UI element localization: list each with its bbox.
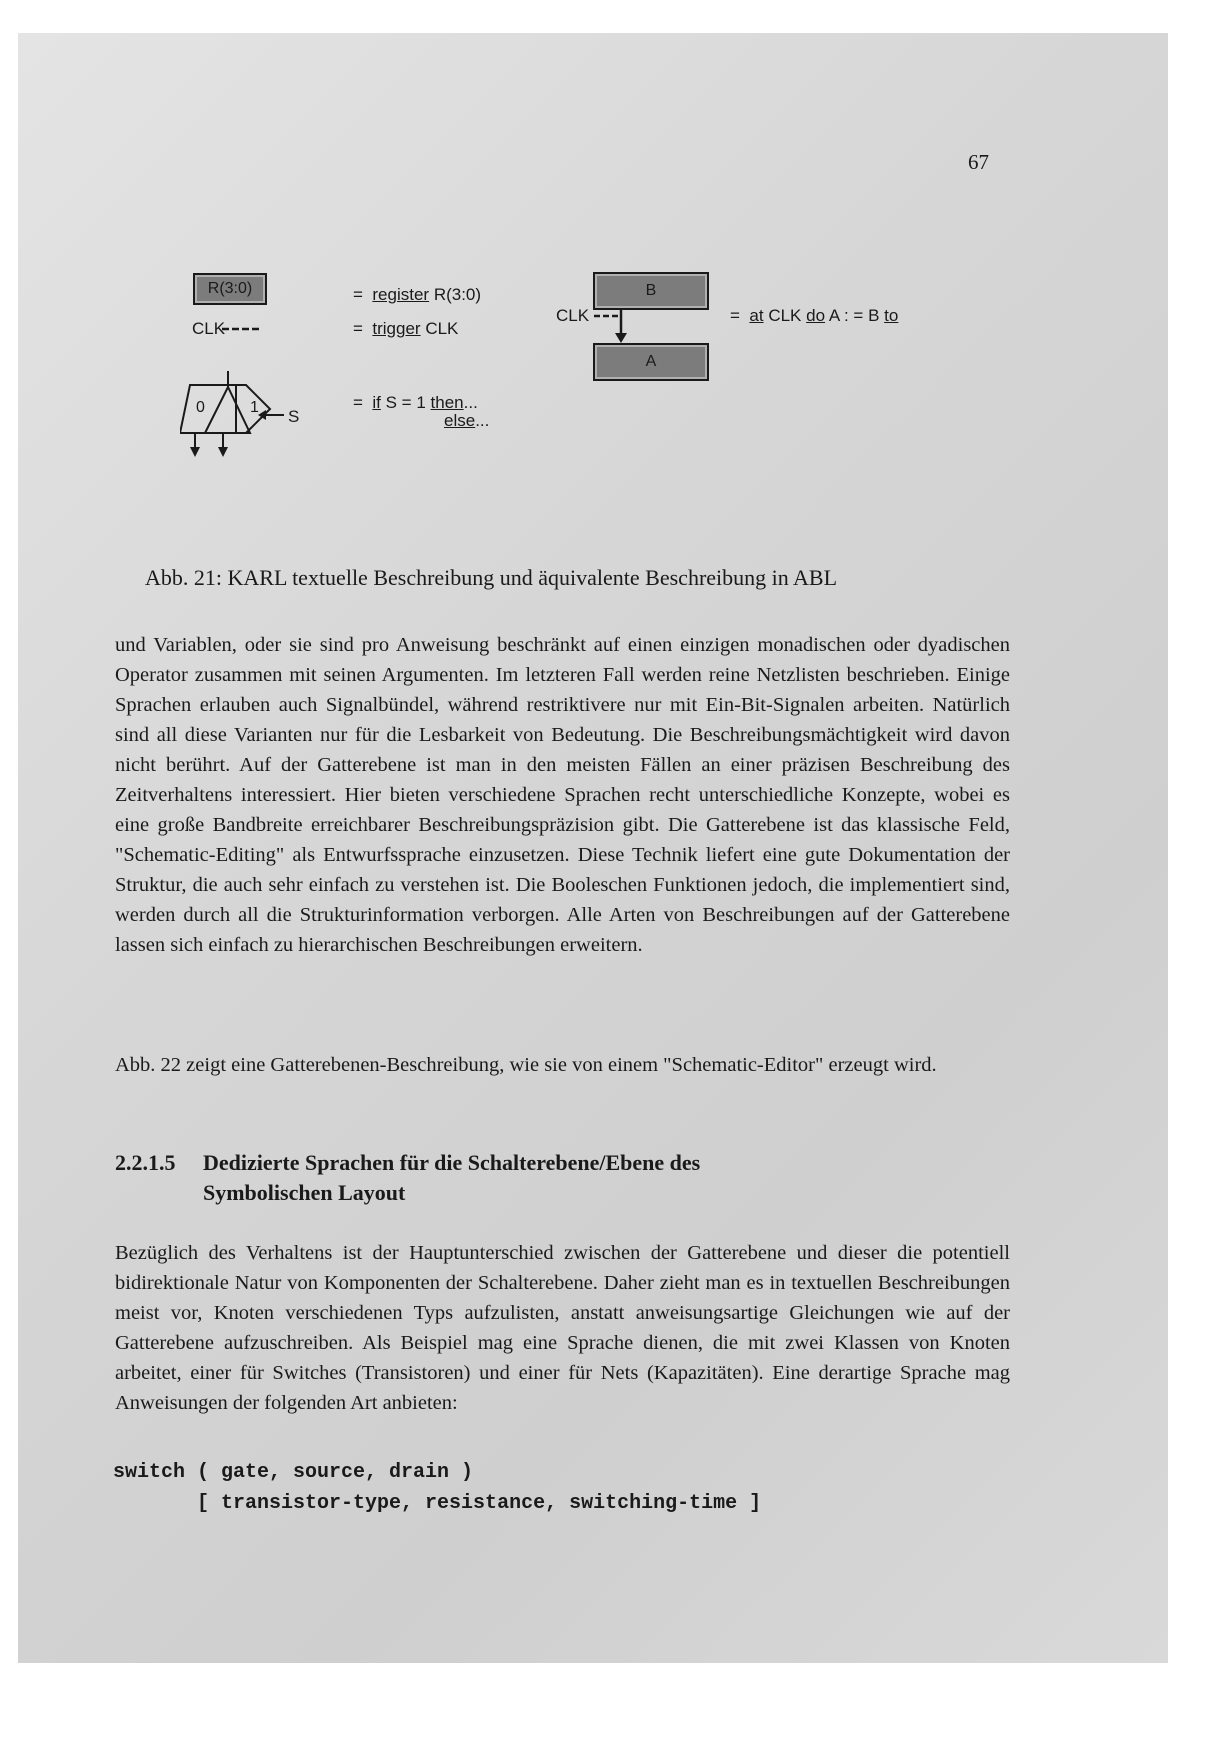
- mux-select-label: S: [288, 407, 300, 426]
- page-number: 67: [968, 150, 989, 174]
- then-rest: ...: [463, 393, 478, 412]
- section-number: 2.2.1.5: [115, 1150, 176, 1175]
- box-b-label: B: [645, 282, 657, 299]
- box-a-label: A: [645, 353, 657, 370]
- mux-input-0: 0: [196, 399, 205, 416]
- at-clk: CLK: [768, 306, 802, 325]
- mux-input-1: 1: [250, 399, 259, 416]
- mux-triangle: [205, 387, 250, 433]
- section-title-line1: Dedizierte Sprachen für die Schalterebene/Ebene des: [203, 1150, 701, 1175]
- at-keyword: at: [749, 306, 764, 325]
- box-b: [593, 272, 709, 310]
- do-keyword: do: [806, 306, 826, 325]
- figure-karl-abl: [180, 275, 980, 525]
- register-keyword: register: [372, 285, 430, 304]
- if-keyword: if: [372, 393, 381, 412]
- assign-text: A : = B: [828, 306, 880, 325]
- to-keyword: to: [884, 306, 899, 325]
- box-a: [593, 343, 709, 381]
- if-eq: = if S = 1 then...: [353, 393, 478, 412]
- paragraph-1: und Variablen, oder sie sind pro Anweisung beschränkt auf einen einzigen monadischen oder dyadischen Operator zusammen mit seinen Argumenten. Im letzteren Fall werden reine Netzlisten beschrieben. Einige Sprachen erlauben auch Signalbündel, während restriktivere nur mit Ein-Bit-Signalen arbeiten. Natürlich sind all diese Varianten nur für die Lesbarkeit von Bedeutung. Die Beschreibungsmächtigkeit wird davon nicht berührt. Auf der Gatterebene ist man in den meisten Fällen an einer präzisen Beschreibung des Zeitverhaltens interessiert. Hier bieten verschiedene Sprachen recht unterschiedliche Konzepte, wobei es eine große Bandbreite erreichbarer Beschreibungspräzision gibt. Die Gatterebene ist das klassische Feld, "Schematic-Editing" als Entwurfssprache einzusetzen. Diese Technik liefert eine gute Dokumentation der Struktur, die auch sehr einfach zu verstehen ist. Die Booleschen Funktionen jedoch, die implementiert sind, werden durch all die Strukturinformation verborgen. Alle Arten von Beschreibungen auf der Gatterebene lassen sich einfach zu hierarchischen Beschreibungen erweitern.: [115, 634, 1010, 956]
- clk-label-right: CLK: [556, 306, 590, 325]
- code-line-1: switch ( gate, source, drain ): [113, 1461, 474, 1484]
- if-condition: S = 1: [385, 393, 426, 412]
- then-keyword: then: [430, 393, 464, 412]
- code-block: [113, 1457, 761, 1519]
- paragraph-3: Bezüglich des Verhaltens ist der Hauptunterschied zwischen der Gatterebene und dieser die potentiell bidirektionale Natur von Komponenten der Schalterebene. Daher zieht man es in textuellen Beschreibungen meist vor, Knoten verschiedenen Typs aufzulisten, anstatt anweisungsartige Gleichungen wie auf der Gatterebene aufzuschreiben. Als Beispiel mag eine Sprache dienen, die mit zwei Klassen von Knoten arbeitet, einer für Switches (Transistoren) und einer für Nets (Kapazitäten). Eine derartige Sprache mag Anweisungen der folgenden Art anbieten:: [115, 1242, 1010, 1414]
- else-line: [444, 411, 489, 431]
- code-line-2: [ transistor-type, resistance, switching-time ]: [113, 1492, 762, 1515]
- section-title-line2: Symbolischen Layout: [203, 1180, 406, 1205]
- register-eq: = register R(3:0): [353, 285, 482, 304]
- trigger-keyword: trigger: [372, 319, 421, 338]
- trigger-eq: = trigger CLK: [353, 319, 459, 338]
- else-keyword: else: [444, 411, 476, 430]
- register-box: [193, 273, 267, 305]
- paragraph-2: Abb. 22 zeigt eine Gatterebenen-Beschreibung, wie sie von einem "Schematic-Editor" erzeugt wird.: [115, 1054, 937, 1076]
- figure-caption: Abb. 21: KARL textuelle Beschreibung und äquivalente Beschreibung in ABL: [145, 565, 838, 590]
- register-box-label: R(3:0): [207, 280, 253, 297]
- trigger-arg: CLK: [425, 319, 459, 338]
- register-arg: R(3:0): [433, 285, 482, 304]
- b-to-a-arrow: [615, 333, 627, 343]
- mux-out0-arrow: [190, 447, 200, 457]
- mux-out1-arrow: [218, 447, 228, 457]
- at-eq: = at CLK do A : = B to: [730, 306, 899, 325]
- else-rest: ...: [475, 411, 490, 430]
- section-heading: [115, 1148, 1015, 1208]
- clk-label-left: CLK: [192, 319, 226, 338]
